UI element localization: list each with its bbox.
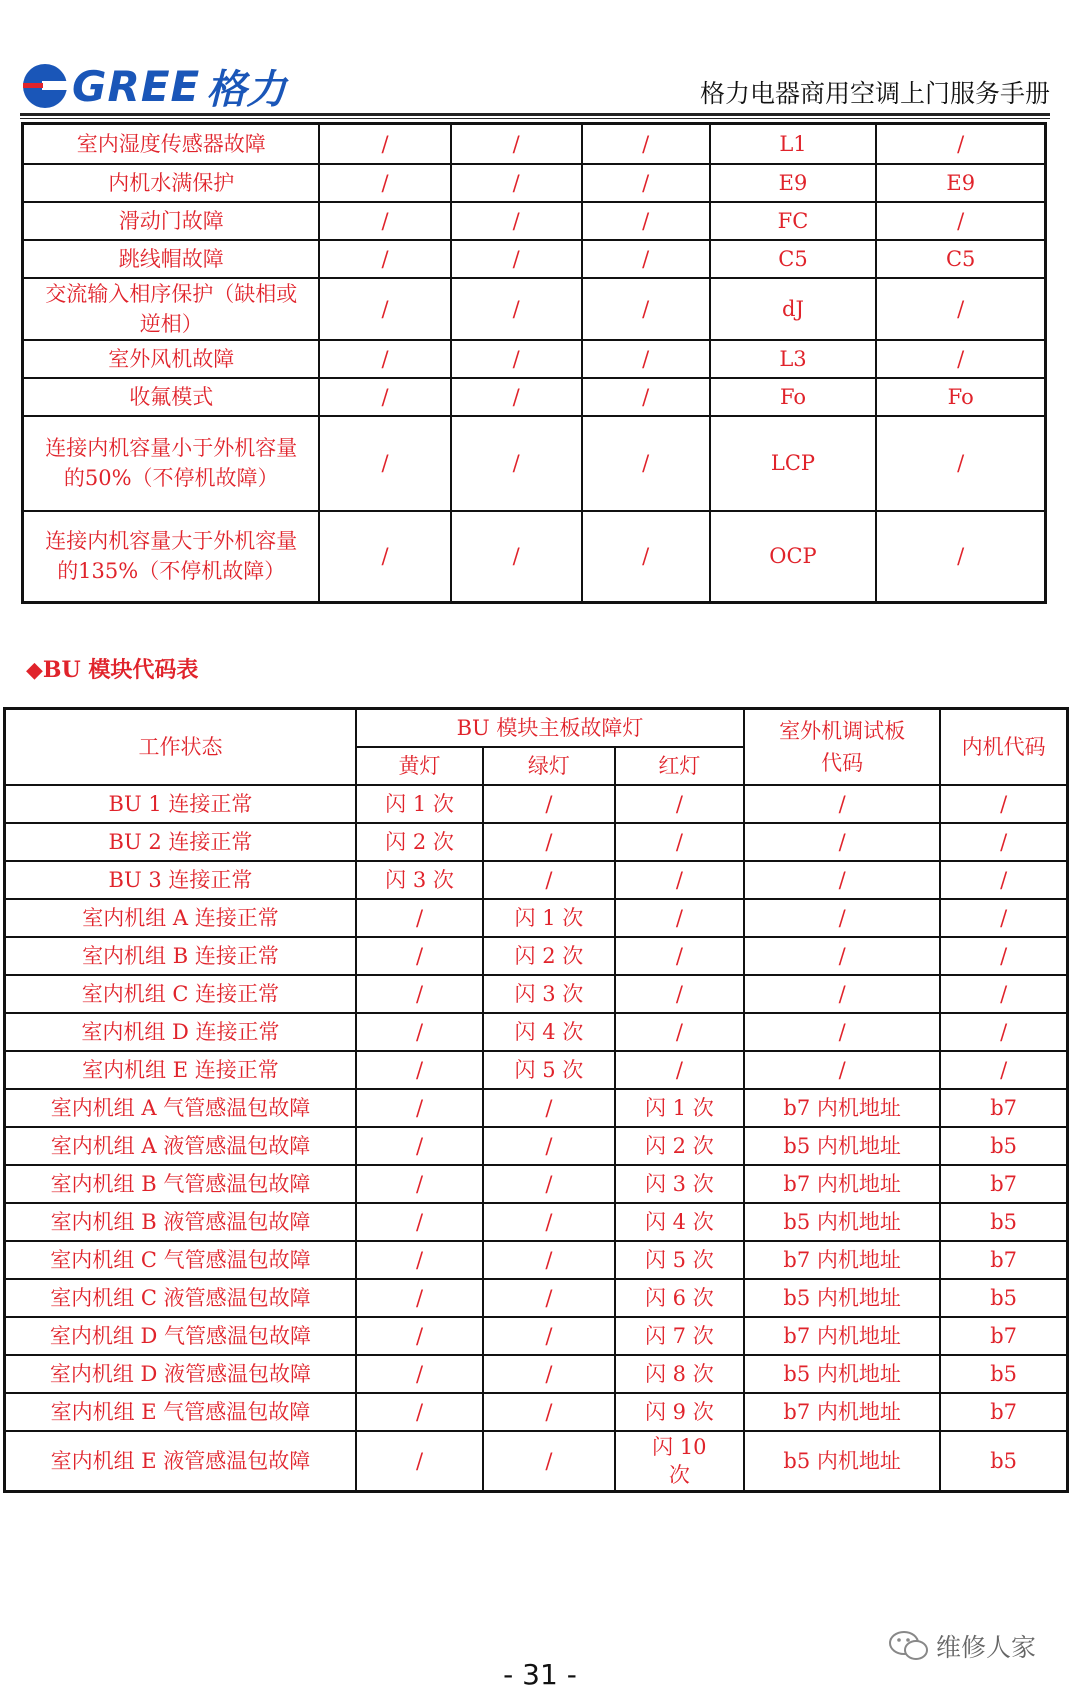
work-state: 室内机组 C 液管感温包故障 [5,1279,356,1317]
indoor-code: / [940,785,1067,823]
work-state: BU 2 连接正常 [5,823,356,861]
outdoor-code: / [744,785,940,823]
cell-col3: / [451,416,582,511]
yellow-light: / [356,1317,483,1355]
cell-col3: / [451,240,582,278]
yellow-light: / [356,1203,483,1241]
table-row [5,1431,1068,1492]
table-row [23,416,1046,511]
indoor-code: / [940,899,1067,937]
work-state: 室内机组 D 气管感温包故障 [5,1317,356,1355]
outdoor-code: / [744,1013,940,1051]
green-light: / [483,823,615,861]
table-row [5,1279,1068,1317]
red-light: / [615,861,744,899]
red-light: 闪 7 次 [615,1317,744,1355]
cell-outdoor-code: OCP [710,511,877,603]
outdoor-code: / [744,861,940,899]
cell-col4: / [582,164,710,202]
yellow-light: 闪 3 次 [356,861,483,899]
indoor-code: b7 [940,1165,1067,1203]
red-light: / [615,1051,744,1089]
cell-indoor-code: / [876,340,1045,378]
indoor-code: b5 [940,1127,1067,1165]
bu-section-title: ◆BU 模块代码表 [26,657,199,683]
green-light: / [483,1355,615,1393]
indoor-code: b7 [940,1393,1067,1431]
header-red-light: 红灯 [615,747,744,785]
table-row [23,124,1046,164]
brand-name: GREE [72,61,201,111]
red-light: / [615,785,744,823]
table-row [5,937,1068,975]
work-state: 室内机组 B 气管感温包故障 [5,1165,356,1203]
fault-name: 室内湿度传感器故障 [23,124,320,164]
cell-outdoor-code: L1 [710,124,877,164]
indoor-code: b5 [940,1355,1067,1393]
cell-col2: / [319,240,450,278]
work-state: BU 1 连接正常 [5,785,356,823]
outdoor-code: / [744,937,940,975]
cell-outdoor-code: E9 [710,164,877,202]
red-light: / [615,1013,744,1051]
green-light: 闪 4 次 [483,1013,615,1051]
cell-indoor-code: / [876,278,1045,340]
work-state: 室内机组 E 连接正常 [5,1051,356,1089]
table-row [23,511,1046,603]
table-row [23,378,1046,416]
yellow-light: / [356,1165,483,1203]
table-row [5,1013,1068,1051]
indoor-code: b7 [940,1089,1067,1127]
outdoor-code: b5 内机地址 [744,1431,940,1492]
cell-col4: / [582,278,710,340]
cell-indoor-code: / [876,416,1045,511]
cell-indoor-code: Fo [876,378,1045,416]
yellow-light: / [356,1051,483,1089]
outdoor-code: / [744,975,940,1013]
outdoor-code: b5 内机地址 [744,1203,940,1241]
table-row [5,1317,1068,1355]
table-row [5,1051,1068,1089]
green-light: / [483,1127,615,1165]
indoor-code: b7 [940,1241,1067,1279]
yellow-light: / [356,1431,483,1492]
cell-outdoor-code: Fo [710,378,877,416]
green-light: 闪 1 次 [483,899,615,937]
work-state: 室内机组 D 连接正常 [5,1013,356,1051]
table-row [23,240,1046,278]
cell-col3: / [451,278,582,340]
cell-indoor-code: / [876,124,1045,164]
yellow-light: / [356,899,483,937]
outdoor-code: b7 内机地址 [744,1393,940,1431]
brand-name-cn: 格力 [206,65,287,113]
table-row [5,899,1068,937]
cell-col3: / [451,124,582,164]
header-yellow-light: 黄灯 [356,747,483,785]
yellow-light: / [356,1127,483,1165]
table-header-row [5,709,1068,747]
cell-outdoor-code: FC [710,202,877,240]
header-indoor-code: 内机代码 [940,709,1067,785]
cell-col3: / [451,378,582,416]
red-light: / [615,899,744,937]
yellow-light: / [356,1013,483,1051]
bu-module-code-table [3,707,1069,1493]
table-row [5,861,1068,899]
gree-logo-icon [20,61,70,111]
yellow-light: / [356,1393,483,1431]
fault-name: 交流输入相序保护（缺相或逆相） [23,278,320,340]
indoor-code: b5 [940,1279,1067,1317]
red-light: 闪 8 次 [615,1355,744,1393]
green-light: / [483,1393,615,1431]
yellow-light: 闪 2 次 [356,823,483,861]
cell-outdoor-code: C5 [710,240,877,278]
table-row [5,823,1068,861]
work-state: 室内机组 C 气管感温包故障 [5,1241,356,1279]
green-light: 闪 2 次 [483,937,615,975]
indoor-code: b5 [940,1203,1067,1241]
outdoor-code: b5 内机地址 [744,1127,940,1165]
fault-name: 跳线帽故障 [23,240,320,278]
cell-col2: / [319,511,450,603]
yellow-light: / [356,975,483,1013]
work-state: BU 3 连接正常 [5,861,356,899]
table-row [23,202,1046,240]
work-state: 室内机组 E 液管感温包故障 [5,1431,356,1492]
green-light: 闪 5 次 [483,1051,615,1089]
fault-name: 室外风机故障 [23,340,320,378]
outdoor-code: b7 内机地址 [744,1317,940,1355]
table-row [5,785,1068,823]
green-light: / [483,1317,615,1355]
fault-name: 滑动门故障 [23,202,320,240]
work-state: 室内机组 A 液管感温包故障 [5,1127,356,1165]
green-light: / [483,1241,615,1279]
red-light: 闪 6 次 [615,1279,744,1317]
fault-code-table [21,122,1047,604]
cell-col4: / [582,124,710,164]
cell-col2: / [319,278,450,340]
work-state: 室内机组 C 连接正常 [5,975,356,1013]
table-row [5,1355,1068,1393]
indoor-code: / [940,975,1067,1013]
work-state: 室内机组 B 液管感温包故障 [5,1203,356,1241]
outdoor-code: b7 内机地址 [744,1241,940,1279]
page-header [20,58,1050,120]
red-light: 闪 5 次 [615,1241,744,1279]
green-light: / [483,1279,615,1317]
work-state: 室内机组 E 气管感温包故障 [5,1393,356,1431]
table-row [5,1203,1068,1241]
table-row [5,1089,1068,1127]
table-row [5,1393,1068,1431]
green-light: 闪 3 次 [483,975,615,1013]
fault-name: 内机水满保护 [23,164,320,202]
cell-col2: / [319,124,450,164]
green-light: / [483,785,615,823]
cell-col2: / [319,416,450,511]
green-light: / [483,861,615,899]
green-light: / [483,1203,615,1241]
fault-name: 连接内机容量小于外机容量的50%（不停机故障） [23,416,320,511]
table-row [23,340,1046,378]
green-light: / [483,1089,615,1127]
cell-col4: / [582,511,710,603]
yellow-light: / [356,1279,483,1317]
header-bu-lights: BU 模块主板故障灯 [356,709,744,747]
work-state: 室内机组 B 连接正常 [5,937,356,975]
header-green-light: 绿灯 [483,747,615,785]
cell-col2: / [319,164,450,202]
cell-outdoor-code: L3 [710,340,877,378]
indoor-code: / [940,937,1067,975]
cell-outdoor-code: dJ [710,278,877,340]
header-outdoor-code: 室外机调试板代码 [744,709,940,785]
work-state: 室内机组 D 液管感温包故障 [5,1355,356,1393]
cell-col2: / [319,202,450,240]
table-row [5,975,1068,1013]
cell-col4: / [582,378,710,416]
header-divider-thin [20,118,1050,119]
table-row [5,1165,1068,1203]
indoor-code: / [940,1051,1067,1089]
cell-col4: / [582,240,710,278]
outdoor-code: b7 内机地址 [744,1089,940,1127]
cell-indoor-code: C5 [876,240,1045,278]
red-light: 闪 2 次 [615,1127,744,1165]
green-light: / [483,1431,615,1492]
table-row [23,164,1046,202]
fault-name: 连接内机容量大于外机容量的135%（不停机故障） [23,511,320,603]
cell-outdoor-code: LCP [710,416,877,511]
gree-logo [20,60,286,112]
cell-col4: / [582,416,710,511]
header-work-state: 工作状态 [5,709,356,785]
red-light: 闪 4 次 [615,1203,744,1241]
red-light: 闪 10 次 [615,1431,744,1492]
watermark-text: 维修人家 [936,1633,1037,1662]
cell-indoor-code: E9 [876,164,1045,202]
header-divider [20,113,1050,116]
cell-indoor-code: / [876,202,1045,240]
work-state: 室内机组 A 连接正常 [5,899,356,937]
indoor-code: b7 [940,1317,1067,1355]
cell-col3: / [451,340,582,378]
green-light: / [483,1165,615,1203]
cell-col2: / [319,378,450,416]
fault-name: 收氟模式 [23,378,320,416]
outdoor-code: b5 内机地址 [744,1279,940,1317]
indoor-code: / [940,1013,1067,1051]
red-light: / [615,823,744,861]
cell-indoor-code: / [876,511,1045,603]
red-light: 闪 3 次 [615,1165,744,1203]
outdoor-code: / [744,1051,940,1089]
cell-col3: / [451,511,582,603]
manual-title: 格力电器商用空调上门服务手册 [699,79,1050,108]
indoor-code: b5 [940,1431,1067,1492]
outdoor-code: b7 内机地址 [744,1165,940,1203]
table-row [23,278,1046,340]
cell-col2: / [319,340,450,378]
cell-col4: / [582,202,710,240]
outdoor-code: b5 内机地址 [744,1355,940,1393]
yellow-light: / [356,1241,483,1279]
red-light: / [615,975,744,1013]
table-row [5,1127,1068,1165]
yellow-light: / [356,1089,483,1127]
indoor-code: / [940,861,1067,899]
table-row [5,1241,1068,1279]
page-number: - 31 - [503,1658,577,1691]
red-light: / [615,937,744,975]
yellow-light: / [356,1355,483,1393]
outdoor-code: / [744,899,940,937]
cell-col3: / [451,164,582,202]
indoor-code: / [940,823,1067,861]
outdoor-code: / [744,823,940,861]
red-light: 闪 9 次 [615,1393,744,1431]
yellow-light: 闪 1 次 [356,785,483,823]
cell-col4: / [582,340,710,378]
red-light: 闪 1 次 [615,1089,744,1127]
work-state: 室内机组 A 气管感温包故障 [5,1089,356,1127]
yellow-light: / [356,937,483,975]
cell-col3: / [451,202,582,240]
